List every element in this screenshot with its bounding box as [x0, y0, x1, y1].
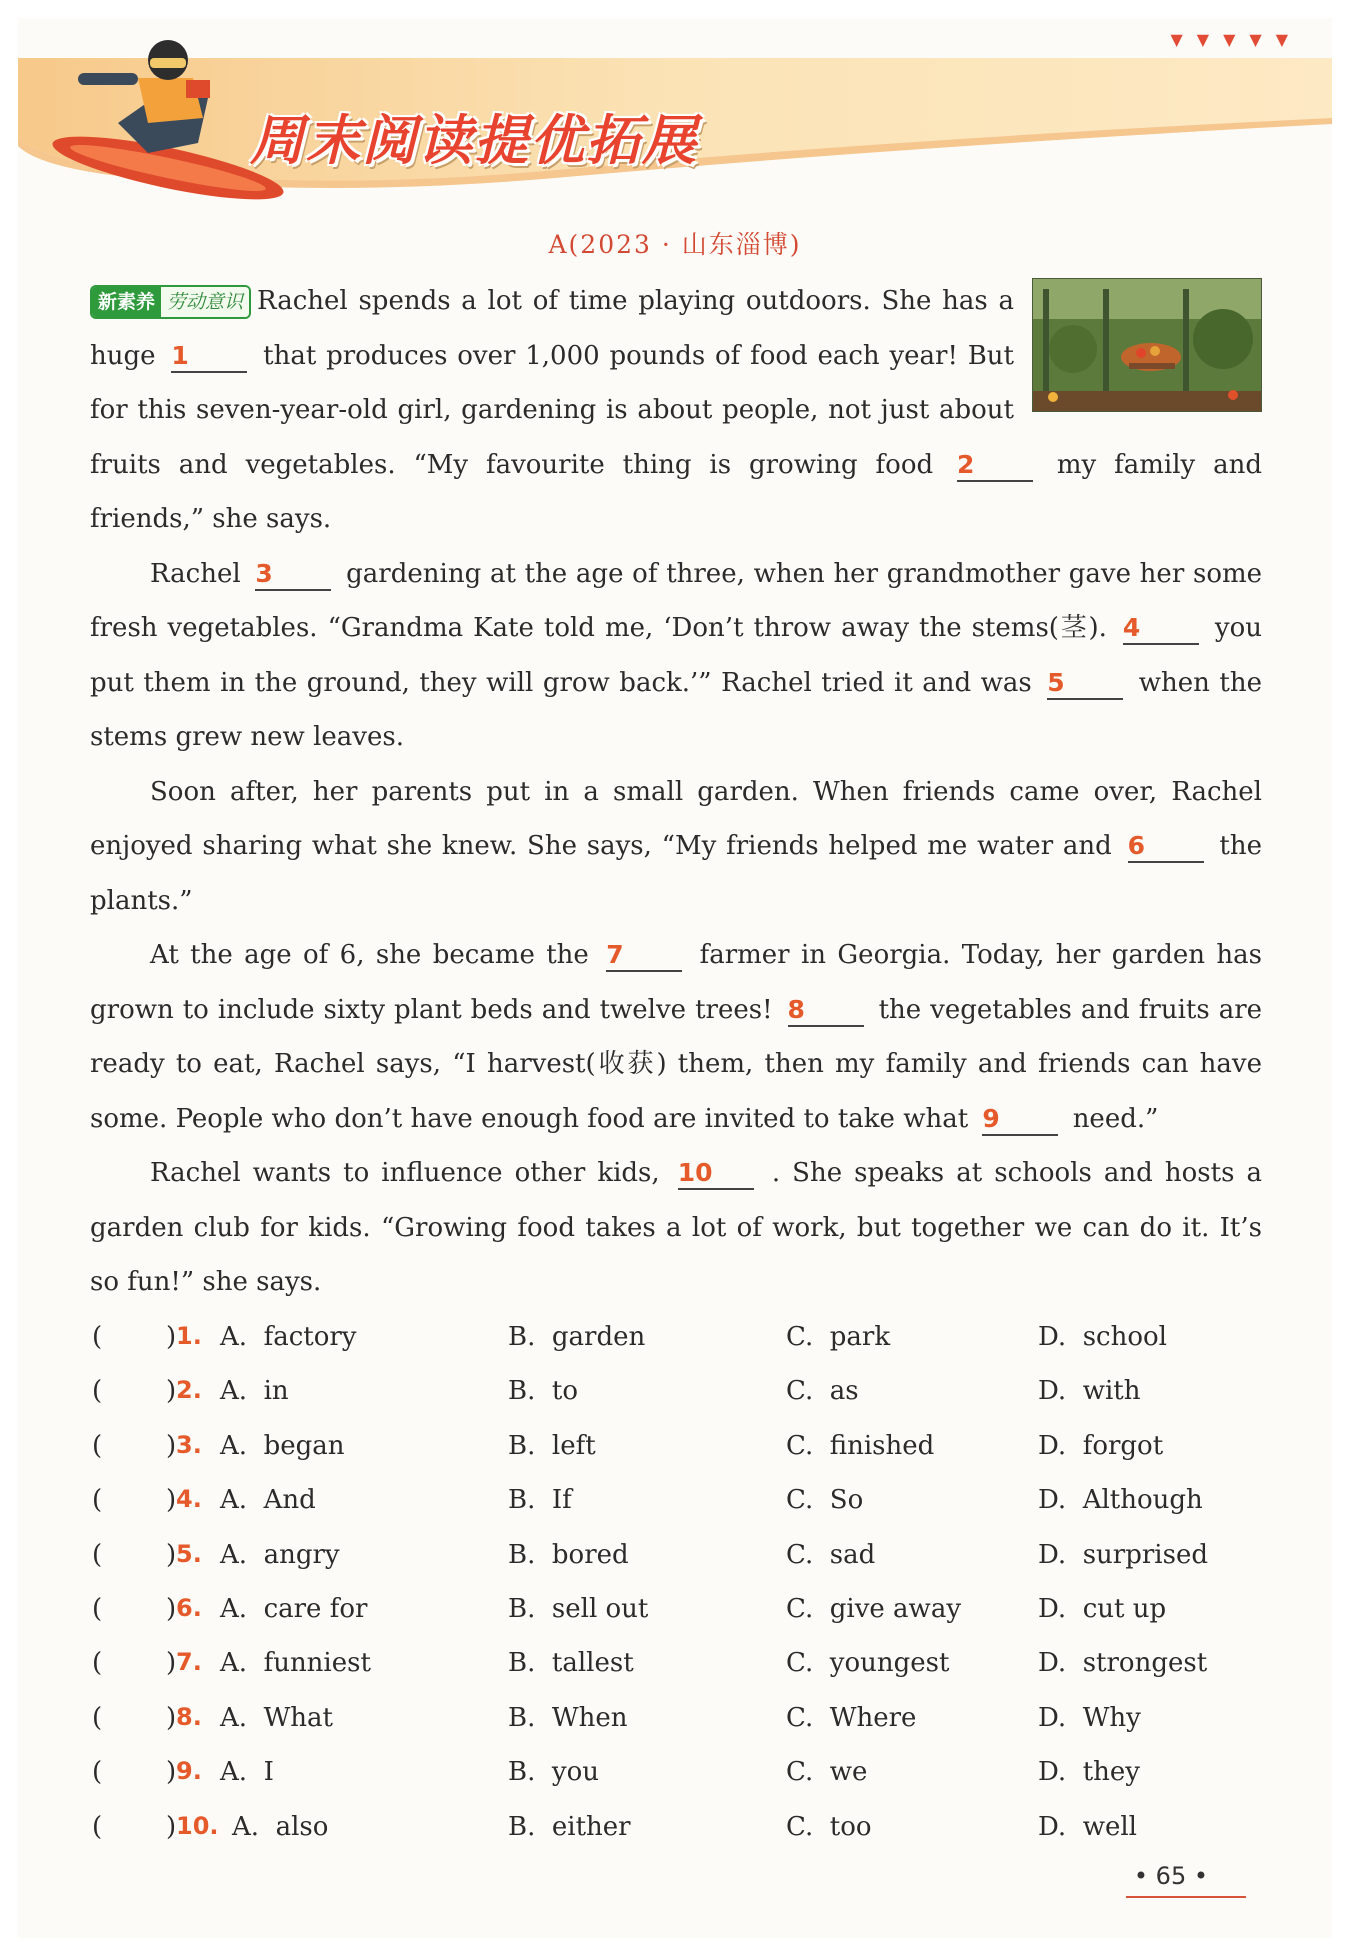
section-title: A(2023 · 山东淄博) [548, 230, 802, 259]
text: . She speaks at schools and hosts a garden club for kids. “Growing food takes a lot of work, but together we can do it. It’s so fun!” she says. [90, 1158, 1262, 1297]
option-c[interactable]: C. finished [786, 1430, 935, 1461]
decorative-flags: ▼▼▼▼▼ [1170, 30, 1302, 49]
article [90, 274, 1262, 1310]
text: my family and friends,” she says. [90, 449, 1263, 534]
option-d[interactable]: D. Why [1038, 1702, 1141, 1733]
blank-1[interactable] [171, 341, 247, 373]
option-a[interactable]: A. in [220, 1376, 289, 1407]
blank-number: 9 [982, 1103, 1000, 1133]
question-number: 6. [176, 1593, 202, 1622]
answer-paren-close: ) [166, 1702, 177, 1733]
text: need.” [1072, 1103, 1159, 1134]
question-row [90, 1310, 1270, 1364]
text: gardening at the age of three, when her grandmother gave her some fresh vegetables. “Grandma Kate told me, ‘Don’t throw away the stems(茎). [90, 558, 1263, 643]
blank-2[interactable] [957, 450, 1033, 482]
option-c[interactable]: C. Where [786, 1702, 917, 1733]
answer-paren-close: ) [166, 1757, 177, 1788]
paragraph-1 [90, 274, 1262, 547]
option-d[interactable]: D. forgot [1038, 1430, 1164, 1461]
question-number: 10. [176, 1811, 219, 1840]
text: the vegetables and fruits are ready to eat, Rachel says, “I harvest(收获) them, then my family and friends can have some. People who don’t have enough food are invited to take what [90, 994, 1263, 1134]
question-row [90, 1364, 1270, 1418]
blank-8[interactable] [788, 995, 864, 1027]
option-b[interactable]: B. to [508, 1376, 579, 1407]
option-d[interactable]: D. they [1038, 1757, 1140, 1788]
question-row [90, 1419, 1270, 1473]
answer-paren-close: ) [166, 1322, 177, 1352]
answer-options [90, 1310, 1270, 1854]
paragraph-4 [90, 928, 1262, 1146]
question-number: 7. [176, 1648, 202, 1677]
option-c[interactable]: C. we [786, 1757, 868, 1788]
badge-label: 新素养 [92, 287, 161, 317]
blank-number: 8 [787, 994, 805, 1024]
answer-paren-close: ) [166, 1539, 177, 1570]
option-a[interactable]: A. began [220, 1430, 345, 1461]
answer-paren-close: ) [166, 1648, 177, 1679]
answer-paren-close: ) [166, 1811, 177, 1842]
option-a[interactable]: A. care for [220, 1593, 368, 1624]
option-c[interactable]: C. youngest [786, 1648, 950, 1679]
blank-3[interactable] [255, 559, 331, 591]
question-row [90, 1691, 1270, 1745]
question-row [90, 1800, 1270, 1854]
answer-paren-open[interactable]: ( [92, 1593, 103, 1624]
option-b[interactable]: B. left [508, 1430, 596, 1461]
option-b[interactable]: B. either [508, 1811, 631, 1842]
question-row [90, 1582, 1270, 1636]
blank-number: 1 [171, 340, 189, 370]
paragraph-5 [90, 1146, 1262, 1310]
question-row [90, 1528, 1270, 1582]
answer-paren-open[interactable]: ( [92, 1485, 103, 1516]
question-number: 3. [176, 1430, 202, 1459]
option-a[interactable]: A. also [232, 1811, 329, 1842]
answer-paren-open[interactable]: ( [92, 1376, 103, 1407]
option-b[interactable]: B. When [508, 1702, 628, 1733]
answer-paren-open[interactable]: ( [92, 1322, 103, 1352]
question-number: 2. [176, 1376, 202, 1405]
option-c[interactable]: C. as [786, 1376, 859, 1407]
blank-number: 3 [255, 558, 273, 588]
answer-paren-open[interactable]: ( [92, 1757, 103, 1788]
blank-7[interactable] [606, 940, 682, 972]
answer-paren-open[interactable]: ( [92, 1811, 103, 1842]
answer-paren-open[interactable]: ( [92, 1539, 103, 1570]
answer-paren-open[interactable]: ( [92, 1430, 103, 1461]
option-d[interactable]: D. strongest [1038, 1648, 1208, 1679]
blank-number: 4 [1122, 613, 1141, 642]
text: Soon after, her parents put in a small garden. When friends came over, Rachel enjoyed sharing what she knew. She says, “My friends helped me water and [90, 776, 1262, 861]
blank-number: 7 [606, 940, 624, 969]
text: when the stems grew new leaves. [90, 667, 1263, 752]
answer-paren-open[interactable]: ( [92, 1702, 103, 1733]
option-a[interactable]: A. funniest [220, 1648, 371, 1679]
option-a[interactable]: A. What [220, 1702, 333, 1733]
blank-9[interactable] [982, 1104, 1058, 1136]
option-b[interactable]: B. you [508, 1757, 599, 1788]
option-d[interactable]: D. surprised [1038, 1539, 1208, 1570]
text: Rachel spends a lot of time playing outdoors. She has a huge [90, 286, 1014, 371]
text: that produces over 1,000 pounds of food each year! But for this seven-year-old girl, gardening is about people, not just about fruits and vegetables. “My favourite thing is growing food [90, 340, 1014, 480]
text: At the age of 6, she became the [150, 940, 589, 970]
literacy-badge [90, 285, 251, 319]
answer-paren-close: ) [166, 1485, 177, 1516]
question-number: 1. [176, 1322, 202, 1350]
option-a[interactable]: A. angry [220, 1539, 340, 1570]
paragraph-3 [90, 765, 1262, 929]
option-a[interactable]: A. And [220, 1485, 316, 1516]
question-number: 8. [176, 1702, 202, 1731]
text: farmer in Georgia. Today, her garden has grown to include sixty plant beds and twelve trees! [90, 940, 1263, 1025]
text: Rachel [150, 558, 241, 589]
answer-paren-close: ) [166, 1430, 177, 1461]
page-number: • 65 • [1133, 1862, 1208, 1890]
option-b[interactable]: B. tallest [508, 1648, 634, 1679]
text: Rachel wants to influence other kids, [150, 1158, 660, 1188]
option-a[interactable]: A. I [220, 1757, 274, 1788]
option-b[interactable]: B. sell out [508, 1593, 649, 1624]
header-banner [18, 18, 1332, 218]
blank-number: 6 [1127, 831, 1146, 860]
option-d[interactable]: D. cut up [1038, 1593, 1167, 1624]
answer-paren-close: ) [166, 1376, 177, 1407]
page-number-underline [1126, 1896, 1246, 1898]
blank-number: 2 [957, 449, 975, 479]
option-c[interactable]: C. sad [786, 1539, 876, 1570]
option-b[interactable]: B. bored [508, 1539, 629, 1570]
option-d[interactable]: D. Although [1038, 1485, 1203, 1516]
answer-paren-close: ) [166, 1593, 177, 1624]
option-c[interactable]: C. park [786, 1322, 891, 1352]
question-number: 5. [176, 1539, 202, 1568]
option-d[interactable]: D. school [1038, 1322, 1167, 1352]
option-c[interactable]: C. So [786, 1485, 864, 1516]
option-c[interactable]: C. too [786, 1811, 872, 1842]
option-b[interactable]: B. garden [508, 1322, 646, 1352]
option-d[interactable]: D. with [1038, 1376, 1141, 1407]
question-row [90, 1636, 1270, 1690]
blank-10[interactable] [678, 1158, 754, 1190]
question-row [90, 1745, 1270, 1799]
option-c[interactable]: C. give away [786, 1593, 962, 1624]
question-number: 9. [176, 1757, 202, 1786]
answer-paren-open[interactable]: ( [92, 1648, 103, 1679]
option-d[interactable]: D. well [1038, 1811, 1137, 1842]
question-number: 4. [176, 1485, 202, 1514]
blank-4[interactable] [1123, 613, 1199, 645]
text: you put them in the ground, they will grow back.’” Rachel tried it and was [90, 613, 1263, 698]
blank-5[interactable] [1047, 668, 1123, 700]
option-a[interactable]: A. factory [220, 1322, 357, 1352]
badge-topic: 劳动意识 [161, 287, 249, 317]
paragraph-2 [90, 547, 1262, 765]
garden-photo [1032, 278, 1262, 412]
blank-number: 10 [677, 1158, 713, 1187]
question-row [90, 1473, 1270, 1527]
option-b[interactable]: B. If [508, 1485, 572, 1516]
blank-6[interactable] [1128, 831, 1204, 863]
text: the plants.” [90, 831, 1262, 916]
blank-number: 5 [1047, 667, 1065, 697]
banner-title: 周末阅读提优拓展 [250, 109, 698, 172]
